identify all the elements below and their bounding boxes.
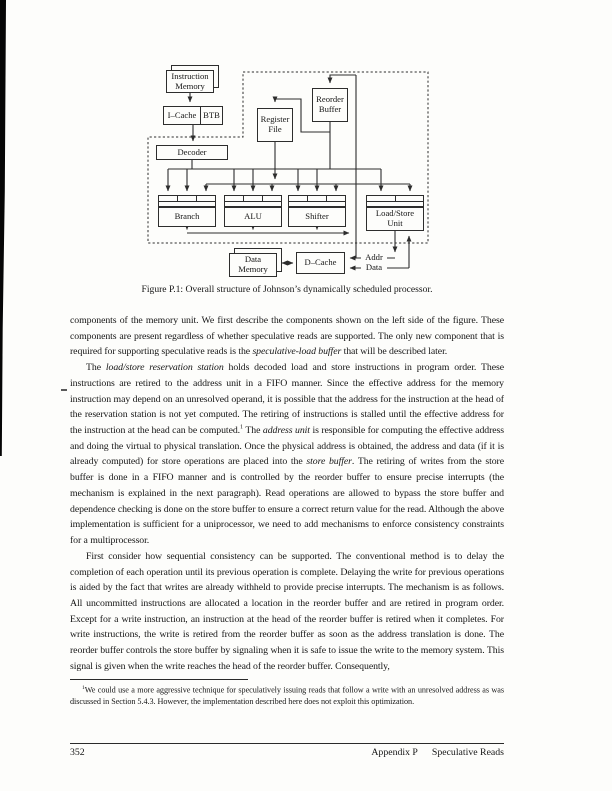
decoder-label: Decoder xyxy=(177,146,207,157)
appendix-label: Appendix P xyxy=(371,747,418,758)
alu-unit-box xyxy=(224,207,282,227)
reorder-buffer-label-1: Reorder xyxy=(316,94,344,105)
shifter-unit-box xyxy=(288,207,346,227)
text-run: is responsible for computing the effective address and doing the virtual to physical translation. Once the physical address is obtained, the address and data (if it is already computed) for store operations are placed into the xyxy=(70,425,504,468)
text-run: The xyxy=(86,362,106,374)
paragraph-3 xyxy=(70,549,504,675)
text-run: First consider how sequential consistency can be supported. The conventional method is to delay the completion of each operation until its previous operation is complete. Delaying the write for previous operations is aided by the fact that writes are already withheld to provide precise interrupts. The mechanism is as follows. All uncommitted instructions are allocated a location in the reorder buffer and are retired in program order. Except for a write instruction, an instruction at the head of the reorder buffer is retired when it completes. For write instructions, the write is retired from the reorder buffer as soon as the address translation is done. The reorder buffer controls the store buffer by signaling when it is safe to issue the write to the memory system. This signal is given when the write reaches the head of the reorder buffer. Consequently, xyxy=(70,550,504,672)
footer-rule xyxy=(70,743,504,744)
dcache-box xyxy=(296,252,345,274)
branch-unit-box xyxy=(158,207,216,227)
alu-label: ALU xyxy=(244,211,262,222)
register-file-label-2: File xyxy=(268,124,282,134)
alu-reservation-station xyxy=(224,195,282,207)
footnote xyxy=(70,683,504,708)
paragraph-2 xyxy=(70,360,504,549)
figure-caption: Figure P.1: Overall structure of Johnson’s dynamically scheduled processor. xyxy=(141,284,433,295)
icache-label: I–Cache xyxy=(164,107,201,124)
text-run: holds decoded load and store instructions in program order. These instructions are retired to the address unit in a FIFO manner. Since the effective address for the memory instruction may depend on an unresolved operand, it is possible that the address for the instruction at the head of the reservation station is not yet computed. The retiring of instructions is stalled until the effective address for the instruction at the head can be computed. xyxy=(70,362,504,437)
register-file-label-1: Register xyxy=(260,114,290,125)
load-store-label-2: Unit xyxy=(387,218,403,228)
scan-artifact-mark xyxy=(61,389,67,391)
paragraph-1 xyxy=(70,313,504,360)
italic-term-speculative-load-buffer: speculative-load buffer xyxy=(252,346,342,358)
register-file-box xyxy=(257,108,293,142)
body-text xyxy=(70,313,504,675)
branch-reservation-station xyxy=(158,195,216,207)
section-title: Speculative Reads xyxy=(431,747,504,758)
instruction-memory-label-2: Memory xyxy=(175,80,205,91)
footnote-marker: 1 xyxy=(82,685,85,691)
icache-btb-box xyxy=(163,106,223,125)
running-header xyxy=(357,747,504,758)
addr-wire-label: Addr xyxy=(361,252,387,263)
data-memory-box xyxy=(229,253,277,277)
italic-term-address-unit: address unit xyxy=(262,425,310,437)
text-run: . The retiring of writes from the store buffer is done in a FIFO manner and is controlled by the reorder buffer to ensure precise interrupts (the mechanism is explained in the next paragraph). Read operations are allowed to bypass the store buffer and dependence checking is done on the store buffer to ensure a correct return value for the read. Although the above implementation is sufficient for a uniprocessor, we need to add mechanisms to enforce consistency constraints for a multiprocessor. xyxy=(70,456,505,547)
text-run: components of the memory unit. We first describe the components shown on the left side of the figure. These components are present regardless of whether speculative reads are supported. The only new component that is required for supporting speculative reads is the xyxy=(70,315,504,358)
instruction-memory-box xyxy=(166,70,214,93)
italic-term-store-buffer: store buffer xyxy=(306,456,352,468)
footnote-reference: 1 xyxy=(240,423,244,431)
decoder-box xyxy=(156,145,228,160)
load-store-label-1: Load/Store xyxy=(375,208,415,219)
branch-label: Branch xyxy=(174,211,200,222)
page-footer xyxy=(70,747,504,758)
shifter-reservation-station xyxy=(288,195,346,207)
page-number: 352 xyxy=(70,747,85,758)
data-memory-label-1: Data xyxy=(244,254,262,265)
reorder-buffer-box xyxy=(312,88,348,122)
shifter-label: Shifter xyxy=(305,211,329,222)
data-memory-label-2: Memory xyxy=(238,264,268,274)
dcache-label: D–Cache xyxy=(304,257,337,268)
btb-label: BTB xyxy=(203,109,220,120)
data-wire-label: Data xyxy=(361,262,387,273)
load-store-unit-box xyxy=(366,207,424,231)
italic-term-load-store-reservation-station: load/store reservation station xyxy=(105,362,224,374)
text-run: that will be described later. xyxy=(341,346,448,358)
footnote-text: We could use a more aggressive technique for speculatively issuing reads that follow a write with an unresolved address as was discussed in Section 5.4.3. However, the implementation described here does not exploit this optimization. xyxy=(70,685,504,706)
reorder-buffer-label-2: Buffer xyxy=(318,104,342,114)
instruction-memory-label-1: Instruction xyxy=(171,70,209,81)
footnote-rule xyxy=(70,679,248,680)
text-run: The xyxy=(243,425,263,437)
load-store-reservation-station xyxy=(366,195,424,207)
